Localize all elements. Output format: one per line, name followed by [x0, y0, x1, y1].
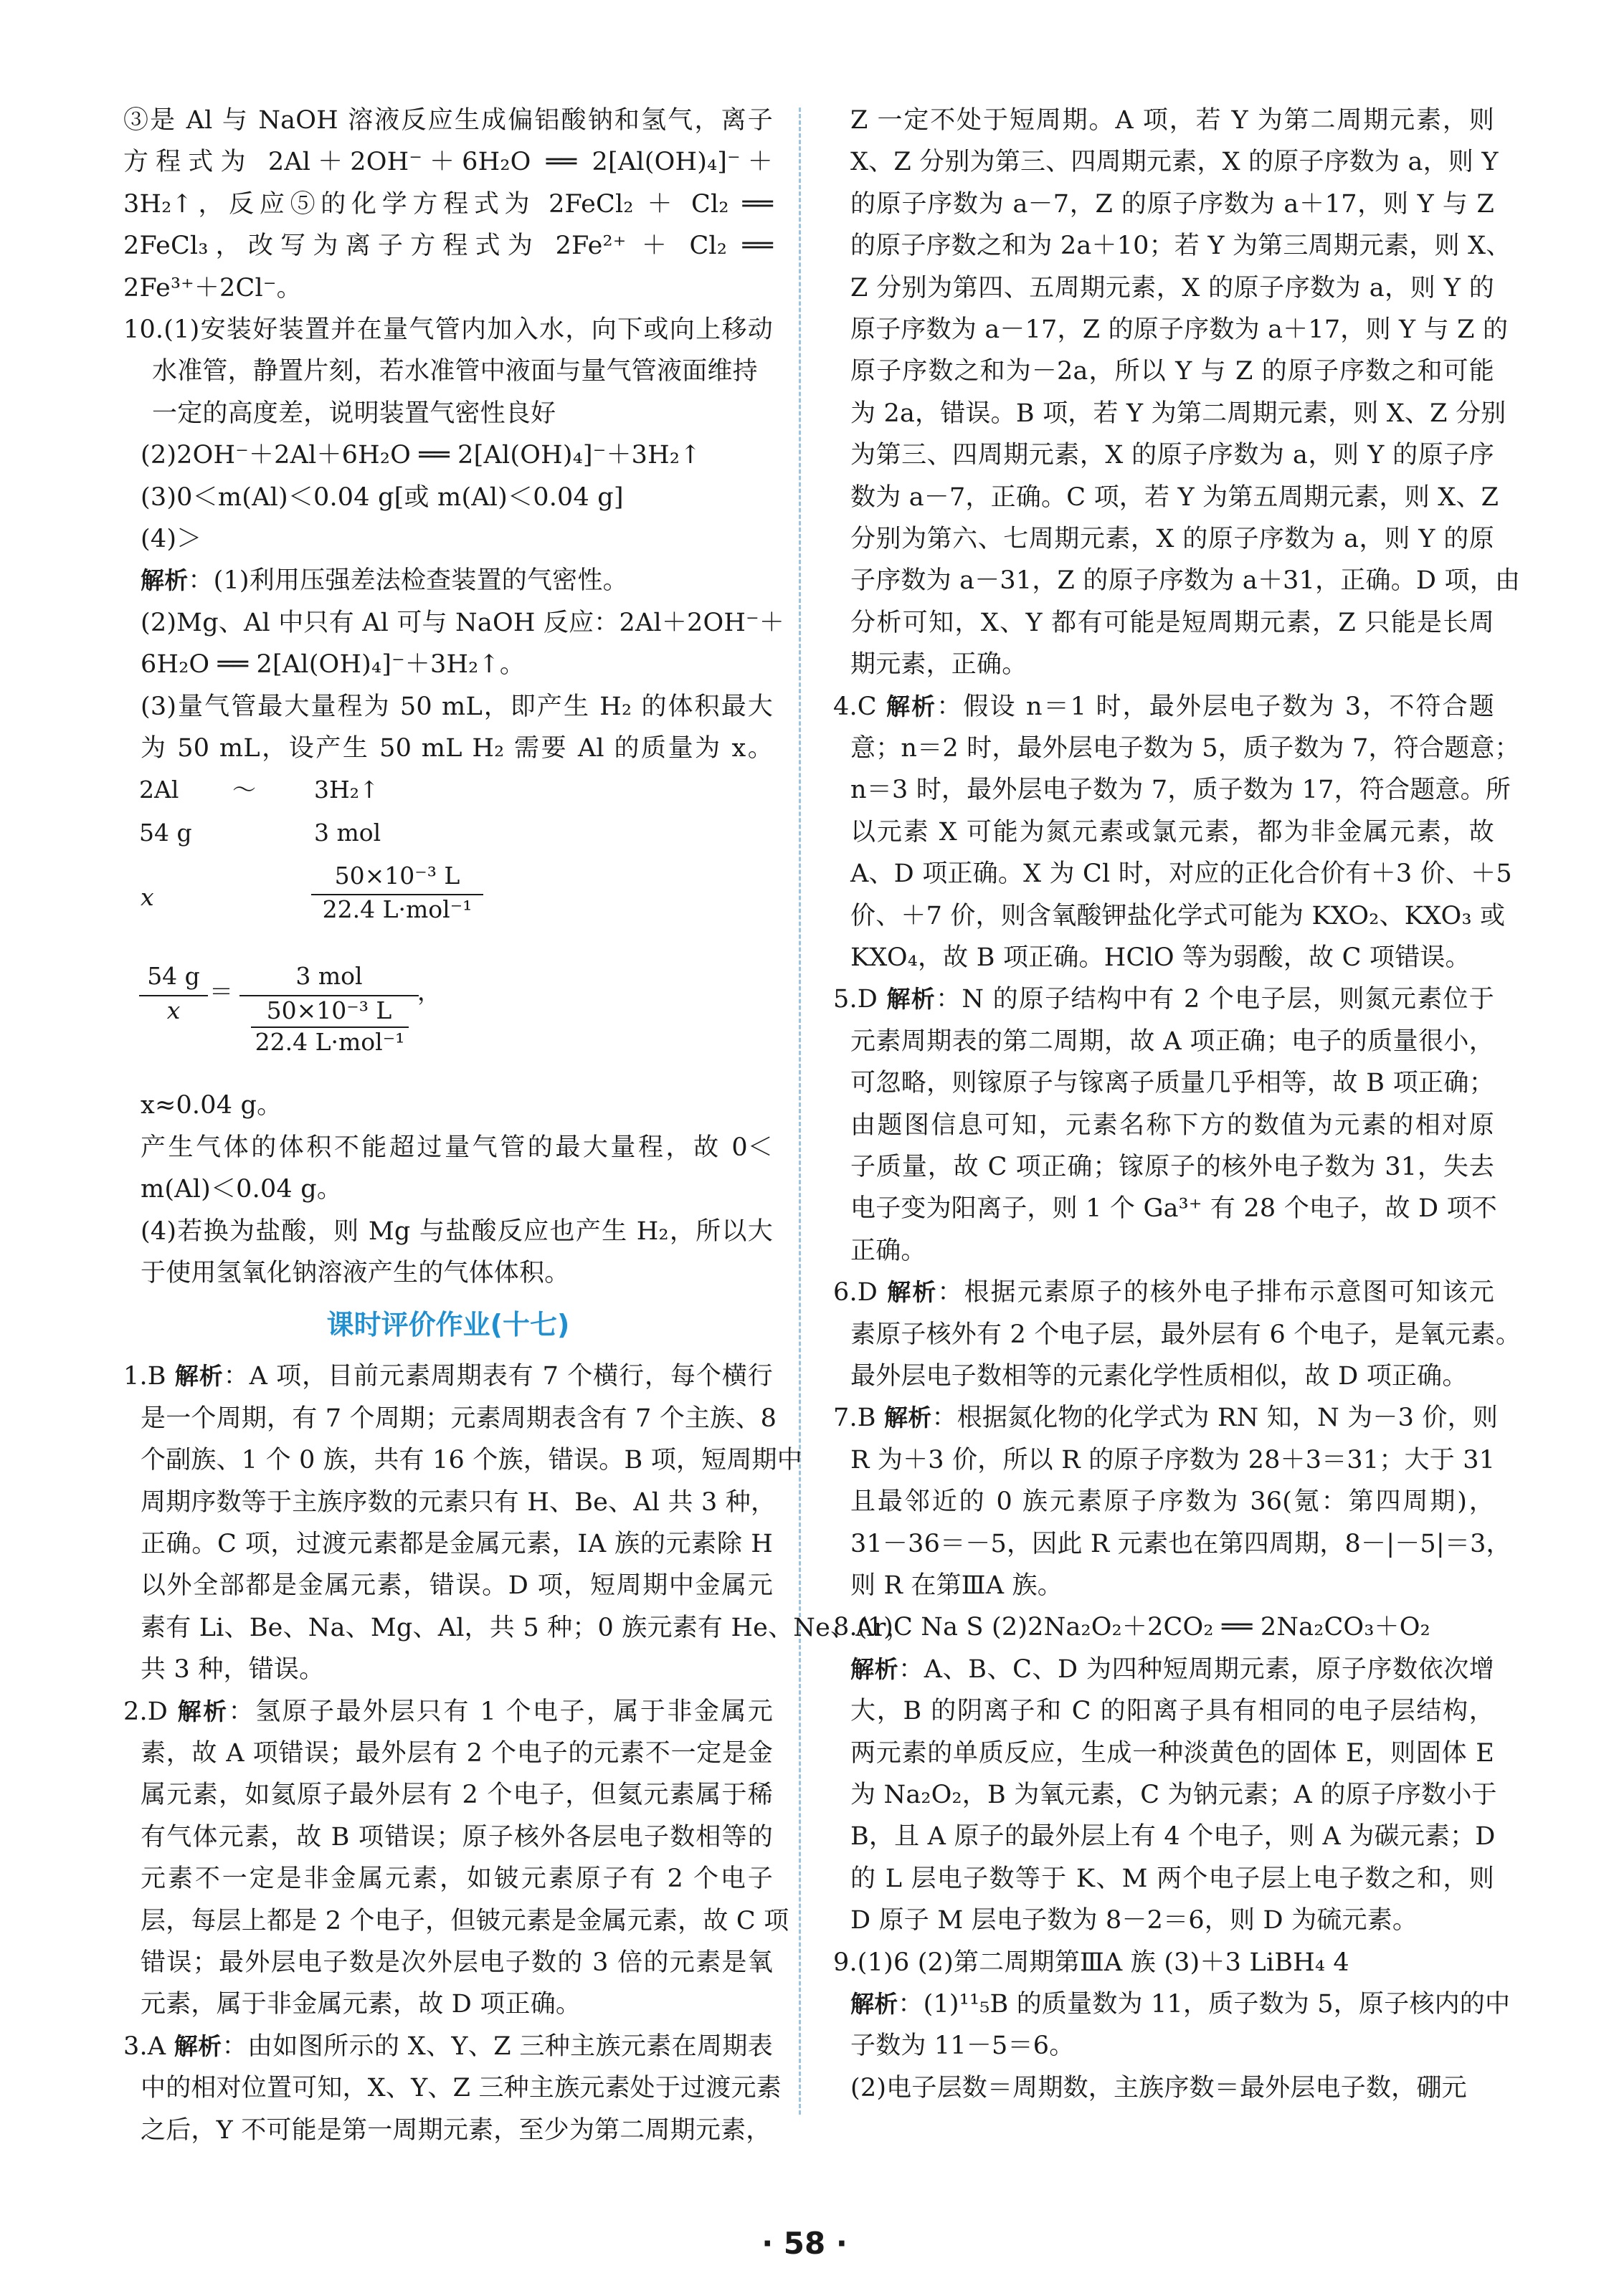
text-line: 于使用氢氧化钠溶液产生的气体体积。 — [141, 1259, 570, 1287]
text-line: 有气体元素，故 B 项错误；原子核外各层电子数相等的 — [141, 1822, 773, 1852]
text-line: 1.B 解析：A 项，目前元素周期表有 7 个横行，每个横行 — [123, 1362, 773, 1391]
text-line: 元素不一定是非金属元素，如铍元素原子有 2 个电子 — [141, 1864, 773, 1894]
text-line: 3.A 解析：由如图所示的 X、Y、Z 三种主族元素在周期表 — [123, 2031, 773, 2061]
text-line: KXO₄，故 B 项正确。HClO 等为弱酸，故 C 项错误。 — [850, 943, 1471, 972]
calc-3mol: 3 mol — [314, 819, 381, 847]
text-line: 两元素的单质反应，生成一种淡黄色的固体 E，则固体 E — [850, 1738, 1494, 1768]
text-line: 为 Na₂O₂，B 为氧元素，C 为钠元素；A 的原子序数小于 — [850, 1781, 1497, 1809]
text-line: 5.D 解析：N 的原子结构中有 2 个电子层，则氮元素位于 — [833, 985, 1494, 1014]
text-line: 个副族、1 个 0 族，共有 16 个族，错误。B 项，短周期中 — [141, 1446, 802, 1475]
text-line: 周期序数等于主族序数的元素只有 H、Be、Al 共 3 种， — [141, 1487, 777, 1517]
analysis-label: 解析 — [887, 1278, 938, 1307]
text-line: 分别为第六、七周期元素，X 的原子序数为 a，则 Y 的原 — [850, 525, 1494, 553]
analysis-label: 解析 — [174, 2031, 222, 2060]
text-line: 元素周期表的第二周期，故 A 项正确；电子的质量很小， — [850, 1026, 1494, 1056]
analysis-label: 解析 — [884, 1404, 932, 1432]
text-line: 错误；最外层电子数是次外层电子数的 3 倍的元素是氧 — [141, 1948, 773, 1977]
eq-left-denominator: x — [139, 995, 208, 1025]
eq-right-numerator: 3 mol — [295, 962, 363, 991]
section-title: 课时评价作业(十七) — [326, 1309, 570, 1341]
analysis-label: 解析 — [850, 1990, 898, 2018]
text-line: 正确。C 项，过渡元素都是金属元素，ⅠA 族的元素除 H — [141, 1530, 773, 1558]
text-line: 解析：(1)¹¹₅B 的质量数为 11，质子数为 5，原子核内的中 — [850, 1990, 1511, 2019]
text-line: (2)Mg、Al 中只有 Al 可与 NaOH 反应：2Al＋2OH⁻＋ — [141, 608, 784, 637]
text-line: 以元素 X 可能为氮元素或氯元素，都为非金属元素，故 — [850, 817, 1494, 847]
text-line: (4)若换为盐酸，则 Mg 与盐酸反应也产生 H₂，所以大 — [141, 1216, 773, 1246]
calc-al: 2Al — [139, 776, 179, 804]
text-line: 的原子序数之和为 2a＋10；若 Y 为第三周期元素，则 X、 — [850, 232, 1511, 261]
text-line: 以外全部都是金属元素，错误。D 项，短周期中金属元 — [141, 1571, 773, 1601]
text-line: 则 R 在第ⅢA 族。 — [850, 1571, 1063, 1600]
frac-denominator: 22.4 L·mol⁻¹ — [311, 894, 483, 924]
text-line: ③是 Al 与 NaOH 溶液反应生成偏铝酸钠和氢气，离子 — [123, 106, 773, 135]
text-line: 为第三、四周期元素，X 的原子序数为 a，则 Y 的原子序 — [850, 441, 1494, 470]
page-number: · 58 · — [761, 2226, 848, 2261]
text-line: 的 L 层电子数等于 K、M 两个电子层上电子数之和，则 — [850, 1864, 1494, 1893]
text-line: 子质量，故 C 项正确；镓原子的核外电子数为 31，失去 — [850, 1153, 1494, 1181]
eq-comma: ， — [417, 978, 441, 1006]
text-line: 最外层电子数相等的元素化学性质相似，故 D 项正确。 — [850, 1362, 1468, 1391]
text-line: 由题图信息可知，元素名称下方的数值为元素的相对原 — [850, 1110, 1494, 1140]
calc-tilde: ～ — [232, 776, 256, 804]
text-line: 子序数为 a－31，Z 的原子序数为 a＋31，正确。D 项，由 — [850, 566, 1521, 596]
calc-x: x — [141, 883, 154, 912]
eq-left-numerator: 54 g — [147, 962, 200, 991]
text-line: 中的相对位置可知，X、Y、Z 三种主族元素处于过渡元素 — [141, 2074, 782, 2103]
text-line: 一定的高度差，说明装置气密性良好 — [152, 399, 556, 428]
text-line: (2)电子层数＝周期数，主族序数＝最外层电子数，硼元 — [850, 2073, 1467, 2102]
analysis-label: 解析 — [174, 1362, 224, 1391]
text-line: X、Z 分别为第三、四周期元素，X 的原子序数为 a，则 Y — [850, 148, 1499, 177]
text-line: x≈0.04 g。 — [141, 1091, 283, 1120]
text-line: 素有 Li、Be、Na、Mg、Al，共 5 种；0 族元素有 He、Ne、Ar， — [141, 1613, 911, 1642]
text-line: Z 一定不处于短周期。A 项，若 Y 为第二周期元素，则 — [850, 106, 1494, 135]
analysis-label: 解析 — [886, 692, 937, 720]
text-line: 2.D 解析：氢原子最外层只有 1 个电子，属于非金属元 — [123, 1697, 773, 1726]
text-line: n＝3 时，最外层电子数为 7，质子数为 17，符合题意。所 — [850, 776, 1511, 805]
text-line: 子数为 11－5＝6。 — [850, 2031, 1075, 2061]
text-line: 为 50 mL，设产生 50 mL H₂ 需要 Al 的质量为 x。 — [141, 734, 773, 763]
text-line: m(Al)＜0.04 g。 — [141, 1175, 343, 1204]
text-line: 电子变为阳离子，则 1 个 Ga³⁺ 有 28 个电子，故 D 项不 — [850, 1194, 1498, 1224]
text-line: 6H₂O ══ 2[Al(OH)₄]⁻＋3H₂↑。 — [141, 650, 526, 680]
text-line: 10.(1)安装好装置并在量气管内加入水，向下或向上移动 — [123, 315, 773, 344]
text-line: 产生气体的体积不能超过量气管的最大量程，故 0＜ — [141, 1133, 773, 1162]
text-line: (2)2OH⁻＋2Al＋6H₂O ══ 2[Al(OH)₄]⁻＋3H₂↑ — [141, 441, 701, 470]
text-line: 之后，Y 不可能是第一周期元素，至少为第二周期元素， — [141, 2115, 772, 2145]
analysis-label: 解析 — [886, 985, 936, 1014]
text-line: R 为＋3 价，所以 R 的原子序数为 28＋3＝31；大于 31 — [850, 1445, 1496, 1475]
text-line: D 原子 M 层电子数为 8－2＝6，则 D 为硫元素。 — [850, 1906, 1418, 1935]
text-line: 原子序数之和为－2a，所以 Y 与 Z 的原子序数之和可能 — [850, 357, 1494, 386]
text-line: 3H₂↑，反应⑤的化学方程式为 2FeCl₂ ＋ Cl₂ ══ — [123, 189, 773, 219]
text-line: 价、＋7 价，则含氧酸钾盐化学式可能为 KXO₂、KXO₃ 或 — [850, 901, 1506, 930]
eq-sign: ＝ — [209, 978, 233, 1006]
text-line: 正确。 — [850, 1236, 926, 1265]
text-line: 可忽略，则镓原子与镓离子质量几乎相等，故 B 项正确； — [850, 1069, 1494, 1098]
text-line: 属元素，如氦原子最外层有 2 个电子，但氦元素属于稀 — [141, 1781, 773, 1810]
text-line: 且最邻近的 0 族元素原子序数为 36(氪：第四周期)， — [850, 1487, 1494, 1517]
text-line: 水准管，静置片刻，若水准管中液面与量气管液面维持 — [152, 357, 758, 386]
text-line: 解析：(1)利用压强差法检查装置的气密性。 — [141, 566, 628, 596]
text-line: 解析：A、B、C、D 为四种短周期元素，原子序数依次增 — [850, 1654, 1494, 1684]
text-line: 素原子核外有 2 个电子层，最外层有 6 个电子，是氧元素。 — [850, 1320, 1522, 1349]
text-line: 大，B 的阴离子和 C 的阳离子具有相同的电子层结构， — [850, 1697, 1494, 1726]
frac-numerator: 50×10⁻³ L — [334, 862, 460, 890]
text-line: (4)＞ — [141, 525, 202, 553]
text-line: 素，故 A 项错误；最外层有 2 个电子的元素不一定是金 — [141, 1739, 773, 1768]
text-line: 4.C 解析：假设 n＝1 时，最外层电子数为 3，不符合题 — [833, 692, 1494, 721]
text-line: 原子序数为 a－17，Z 的原子序数为 a＋17，则 Y 与 Z 的 — [850, 315, 1509, 344]
text-line: (3)量气管最大量程为 50 mL，即产生 H₂ 的体积最大 — [141, 692, 773, 721]
text-line: 期元素，正确。 — [850, 650, 1027, 680]
text-line: B，且 A 原子的最外层上有 4 个电子，则 A 为碳元素；D — [850, 1822, 1496, 1852]
text-line: 方程式为 2Al＋2OH⁻＋6H₂O ══ 2[Al(OH)₄]⁻＋ — [123, 148, 773, 177]
text-line: 8.(1)C Na S (2)2Na₂O₂＋2CO₂ ══ 2Na₂CO₃＋O₂ — [833, 1613, 1430, 1642]
text-line: 2Fe³⁺＋2Cl⁻。 — [123, 273, 302, 303]
text-line: (3)0＜m(Al)＜0.04 g[或 m(Al)＜0.04 g] — [141, 482, 624, 512]
calc-h2: 3H₂↑ — [314, 776, 379, 804]
text-line: 31－36＝－5，因此 R 元素也在第四周期，8－|－5|＝3， — [850, 1529, 1511, 1558]
eq-right-inner-denominator: 22.4 L·mol⁻¹ — [251, 1026, 409, 1057]
text-line: 7.B 解析：根据氮化物的化学式为 RN 知，N 为－3 价，则 — [833, 1404, 1499, 1433]
text-line: 6.D 解析：根据元素原子的核外电子排布示意图可知该元 — [833, 1278, 1494, 1307]
calc-54g: 54 g — [139, 819, 192, 847]
text-line: 数为 a－7，正确。C 项，若 Y 为第五周期元素，则 X、Z — [850, 482, 1499, 512]
text-line: 为 2a，错误。B 项，若 Y 为第二周期元素，则 X、Z 分别 — [850, 399, 1506, 428]
analysis-label: 解析 — [850, 1654, 899, 1683]
text-line: Z 分别为第四、五周期元素，X 的原子序数为 a，则 Y 的 — [850, 273, 1494, 303]
text-line: 层，每层上都是 2 个电子，但铍元素是金属元素，故 C 项 — [141, 1906, 789, 1935]
text-line: 意；n＝2 时，最外层电子数为 5，质子数为 7，符合题意； — [850, 734, 1520, 763]
text-line: 元素，属于非金属元素，故 D 项正确。 — [141, 1990, 582, 2019]
text-line: 共 3 种，错误。 — [141, 1655, 325, 1685]
text-line: 是一个周期，有 7 个周期；元素周期表含有 7 个主族、8 — [141, 1404, 777, 1433]
column-divider — [799, 108, 801, 2115]
text-line: 2FeCl₃，改写为离子方程式为 2Fe²⁺ ＋ Cl₂ ══ — [123, 232, 773, 261]
analysis-label: 解析 — [141, 566, 189, 595]
text-line: 的原子序数为 a－7，Z 的原子序数为 a＋17，则 Y 与 Z — [850, 189, 1494, 219]
eq-right-inner-numerator: 50×10⁻³ L — [239, 995, 419, 1025]
text-line: 分析可知，X、Y 都有可能是短周期元素，Z 只能是长周 — [850, 608, 1494, 637]
analysis-label: 解析 — [177, 1697, 229, 1725]
text-line: 9.(1)6 (2)第二周期第ⅢA 族 (3)＋3 LiBH₄ 4 — [833, 1948, 1349, 1977]
text-line: A、D 项正确。X 为 Cl 时，对应的正化合价有＋3 价、＋5 — [850, 859, 1512, 889]
